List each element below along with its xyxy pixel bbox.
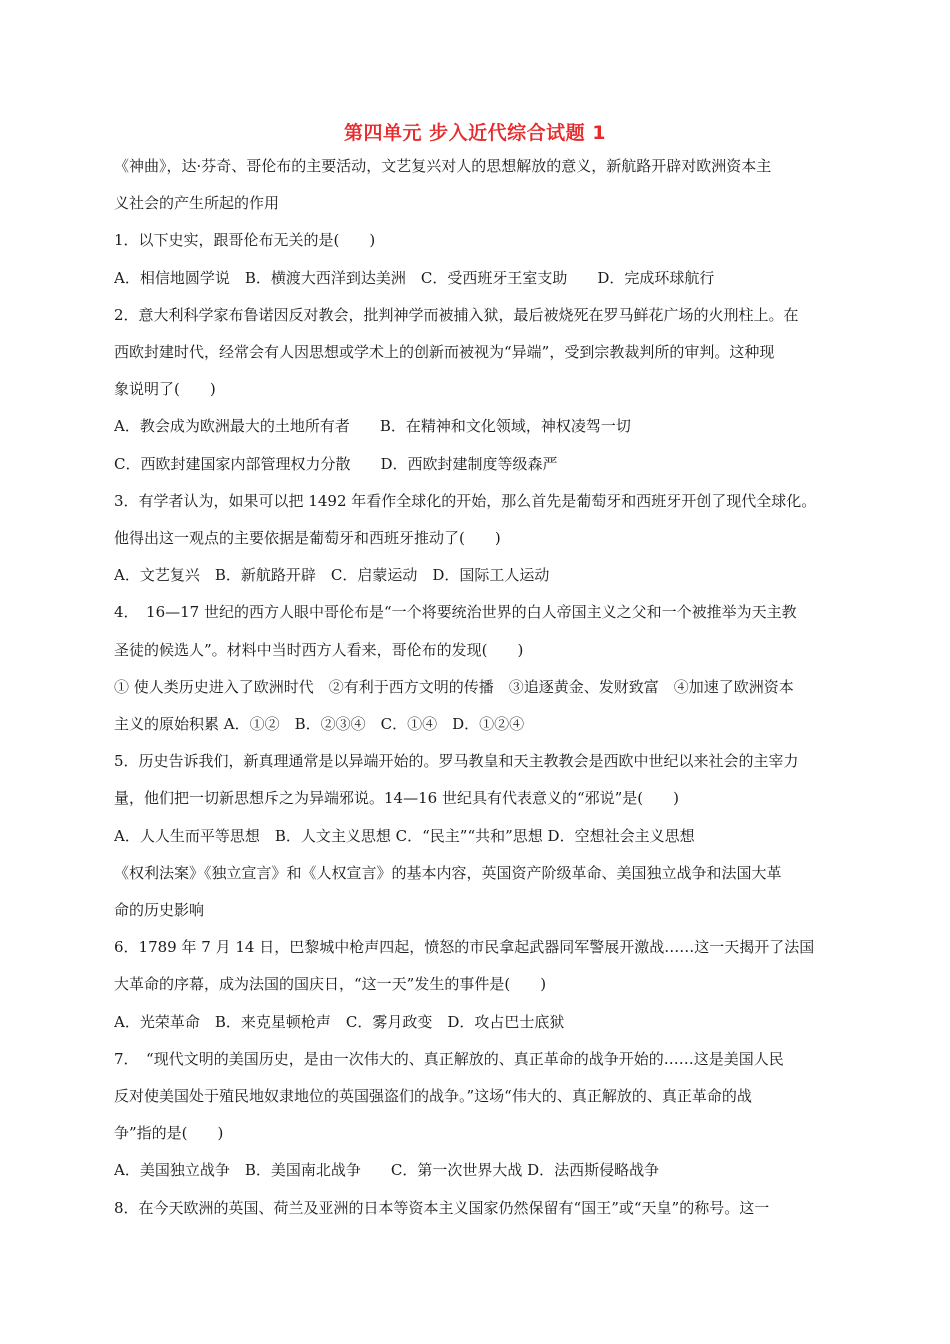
text-line: 《神曲》，达·芬奇、哥伦布的主要活动，文艺复兴对人的思想解放的意义，新航路开辟对欧洲资本主 <box>114 157 772 175</box>
question-3: 3．有学者认为，如果可以把 1492 年看作全球化的开始，那么首先是葡萄牙和西班牙开创了现代全球化。 <box>114 491 817 510</box>
text-line: 义社会的产生所起的作用 <box>114 194 280 213</box>
question-5: 5．历史告诉我们，新真理通常是以异端开始的。罗马教皇和天主教教会是西欧中世纪以来社会的主宰力 <box>114 752 799 771</box>
question-6: 6．1789 年 7 月 14 日，巴黎城中枪声四起，愤怒的市民拿起武器同军警展开激战……这一天揭开了法国 <box>114 938 815 957</box>
page-title: 第四单元 步入近代综合试题 1 <box>344 122 606 144</box>
question-2-options: C．西欧封建国家内部管理权力分散 D．西欧封建制度等级森严 <box>114 454 558 473</box>
question-4-statements: ① 使人类历史进入了欧洲时代 ②有利于西方文明的传播 ③追逐黄金、发财致富 ④加速了欧洲资本 <box>114 677 794 696</box>
question-6-options: A．光荣革命 B．来克星顿枪声 C．雾月政变 D．攻占巴士底狱 <box>114 1012 565 1031</box>
question-6-text: 大革命的序幕，成为法国的国庆日，“这一天”发生的事件是( ) <box>114 975 547 994</box>
question-5-options: A．人人生而平等思想 B．人文主义思想 C．“民主”“共和”思想 D．空想社会主义思想 <box>114 826 695 845</box>
question-3-options: A．文艺复兴 B．新航路开辟 C．启蒙运动 D．国际工人运动 <box>114 566 550 585</box>
question-2-text: 象说明了( ) <box>114 380 216 399</box>
question-7: 7． “现代文明的美国历史，是由一次伟大的、真正解放的、真正革命的战争开始的……这是美国人民 <box>114 1049 784 1068</box>
question-7-options: A．美国独立战争 B．美国南北战争 C．第一次世界大战 D．法西斯侵略战争 <box>114 1161 660 1180</box>
question-5-text: 量，他们把一切新思想斥之为异端邪说。14—16 世纪具有代表意义的“邪说”是( ) <box>114 789 679 808</box>
question-1-options: A．相信地圆学说 B．横渡大西洋到达美洲 C．受西班牙王室支助 D．完成环球航行 <box>114 268 715 287</box>
document-body <box>114 148 894 1227</box>
question-4: 4． 16—17 世纪的西方人眼中哥伦布是“一个将要统治世界的白人帝国主义之父和一个被推举为天主教 <box>114 603 797 622</box>
question-3-text: 他得出这一观点的主要依据是葡萄牙和西班牙推动了( ) <box>114 529 501 548</box>
question-4-text: 圣徒的候选人”。材料中当时西方人看来，哥伦布的发现( ) <box>114 640 524 659</box>
text-line: 《权利法案》《独立宣言》和《人权宣言》的基本内容，英国资产阶级革命、美国独立战争和法国大革 <box>114 863 782 882</box>
question-7-text: 反对使美国处于殖民地奴隶地位的英国强盗们的战争。”这场“伟大的、真正解放的、真正革命的战 <box>114 1087 752 1106</box>
question-2: 2．意大利科学家布鲁诺因反对教会，批判神学而被捕入狱，最后被烧死在罗马鲜花广场的火刑柱上。在 <box>114 305 799 324</box>
text-line: 命的历史影响 <box>114 901 205 920</box>
question-7-text: 争”指的是( ) <box>114 1124 224 1143</box>
question-8: 8．在今天欧洲的英国、荷兰及亚洲的日本等资本主义国家仍然保留有“国王”或“天皇”的称号。这一 <box>114 1198 770 1217</box>
question-1: 1．以下史实，跟哥伦布无关的是( ) <box>114 231 376 250</box>
question-2-options: A．教会成为欧洲最大的土地所有者 B．在精神和文化领域，神权凌驾一切 <box>114 417 631 436</box>
question-4-options: 主义的原始积累 A．①② B．②③④ C．①④ D．①②④ <box>114 715 525 734</box>
question-2-text: 西欧封建时代，经常会有人因思想或学术上的创新而被视为“异端”，受到宗教裁判所的审判。这种现 <box>114 343 775 362</box>
